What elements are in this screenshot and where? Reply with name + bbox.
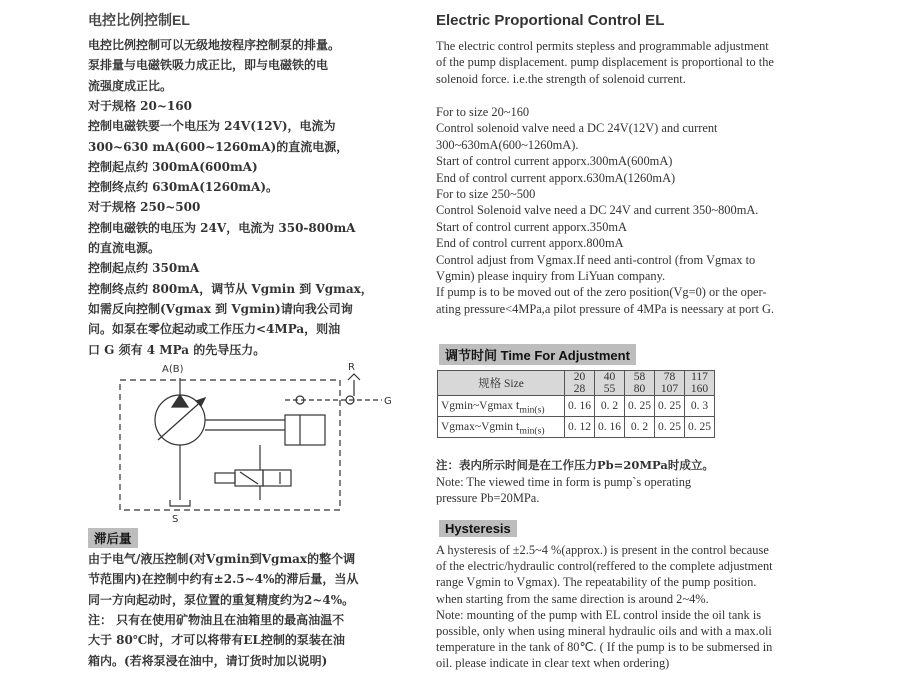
left-hysteresis-title: 滞后量: [88, 528, 138, 548]
table-cell: 0. 25: [625, 396, 655, 417]
table-cell: 0. 16: [565, 396, 595, 417]
port-r-label: R: [348, 362, 355, 373]
text-line: pressure Pb=20MPa.: [436, 491, 540, 506]
text-line: 对于规格 250~500: [88, 200, 201, 215]
row-label: Vgmin~Vgmax $t_{min(s)}$: [438, 396, 565, 417]
text-line: 控制起点约 350mA: [88, 261, 200, 276]
text-line: 箱内。(若将泵浸在油中，请订货时加以说明): [88, 653, 328, 668]
table-header-row: [438, 371, 715, 396]
text-line: temperature in the tank of 80℃. ( If the pump is to be submersed in: [436, 640, 773, 655]
adjustment-table: [437, 370, 715, 438]
text-line: oil. please indicate in clear text when ordering): [436, 656, 670, 671]
text-line: The electric control permits stepless and programmable adjustment: [436, 39, 769, 53]
right-title: Electric Proportional Control EL: [436, 12, 665, 29]
text-line: Vgmin) please inquiry from LiYuan company.: [436, 269, 666, 283]
port-g-label: G: [384, 396, 392, 407]
text-line: A hysteresis of ±2.5~4 %(approx.) is present in the control because: [436, 543, 769, 557]
text-line: 控制终点约 630mA(1260mA)。: [88, 180, 278, 195]
note-cn: 注：表内所示时间是在工作压力Pb=20MPa时成立。: [436, 458, 714, 472]
text-line: Start of control current apporx.350mA: [436, 219, 627, 234]
text-line: 对于规格 20~160: [88, 98, 192, 113]
table-cell: 0. 2: [625, 417, 655, 438]
text-line: End of control current apporx.630mA(1260mA): [436, 170, 676, 185]
table-cell: 0. 12: [565, 417, 595, 438]
text-line: 300~630 mA(600~1260mA)的直流电源，: [88, 139, 349, 154]
text-line: 的直流电源。: [88, 241, 161, 255]
text-line: 同一方向起动时，泵位置的重复精度约为2~4%。: [88, 592, 355, 607]
hydraulic-schematic: [110, 360, 400, 530]
text-line: range Vgmin to Vgmax). The repeatability of the pump position.: [436, 575, 757, 590]
size-cell: 20 28: [565, 371, 595, 396]
text-line: For to size 20~160: [436, 105, 530, 119]
table-row: [438, 396, 715, 417]
text-line: 大于 80℃时，才可以将带有EL控制的泵装在油: [88, 633, 345, 648]
text-line: 节范围内)在控制中约有±2.5~4%的滞后量，当从: [88, 572, 359, 587]
text-line: Note: mounting of the pump with EL control inside the oil tank is: [436, 607, 762, 622]
text-line: when starting from the same direction is around 2~4%.: [436, 591, 709, 606]
text-line: 由于电气/液压控制(对Vgmin到Vgmax的整个调: [88, 552, 356, 566]
size-cell: 40 55: [595, 371, 625, 396]
size-cell: 58 80: [625, 371, 655, 396]
table-cell: 0. 25: [655, 417, 685, 438]
right-hysteresis-title: Hysteresis: [439, 520, 517, 537]
text-line: 流强度成正比。: [88, 78, 173, 93]
text-line: of the electric/hydraulic control(reffered to the complete adjustment: [436, 559, 773, 574]
size-label-cell: 规格 Size: [438, 371, 565, 396]
table-cell: 0. 16: [595, 417, 625, 438]
size-cell: 117 160: [685, 371, 715, 396]
row-label: Vgmax~Vgmin $t_{min(s)}$: [438, 417, 565, 438]
text-line: 控制起点约 300mA(600mA): [88, 159, 258, 174]
text-line: ating pressure<4MPa,a pilot pressure of 4MPa is neessary at port G.: [436, 301, 775, 316]
left-title: 电控比例控制EL: [88, 12, 190, 28]
text-line: 控制电磁铁要一个电压为 24V(12V)，电流为: [88, 119, 336, 134]
text-line: End of control current apporx.800mA: [436, 236, 624, 251]
text-line: 如需反向控制(Vgmax 到 Vgmin)请向我公司询: [88, 301, 353, 316]
text-line: solenoid force. i.e.the strength of solenoid current.: [436, 71, 686, 86]
text-line: Control solenoid valve need a DC 24V(12V) and current: [436, 121, 718, 136]
table-cell: 0. 3: [685, 396, 715, 417]
table-cell: 0. 25: [685, 417, 715, 438]
text-line: 泵排量与电磁铁吸力成正比，即与电磁铁的电: [88, 58, 329, 73]
text-line: 电控比例控制可以无级地按程序控制泵的排量。: [88, 38, 341, 52]
text-line: of the pump displacement. pump displacement is proportional to the: [436, 55, 774, 70]
text-line: If pump is to be moved out of the zero position(Vg=0) or the oper-: [436, 285, 767, 300]
port-s-label: S: [172, 514, 179, 525]
port-a-label: A(B): [162, 364, 184, 375]
text-line: 控制终点约 800mA，调节从 Vgmin 到 Vgmax，: [88, 281, 373, 296]
text-line: For to size 250~500: [436, 187, 536, 201]
table-cell: 0. 25: [655, 396, 685, 417]
adjust-title: 调节时间 Time For Adjustment: [439, 344, 636, 365]
text-line: possible, only when using mineral hydraulic oils and with a max.oli: [436, 624, 772, 638]
text-line: Note: The viewed time in form is pump`s operating: [436, 475, 692, 489]
text-line: Control adjust from Vgmax.If need anti-control (from Vgmax to: [436, 252, 756, 267]
text-line: Start of control current apporx.300mA(600mA): [436, 154, 673, 169]
text-line: Control Solenoid valve need a DC 24V and current 350~800mA.: [436, 203, 759, 218]
text-line: 注： 只有在使用矿物油且在油箱里的最高油温不: [88, 612, 345, 627]
text-line: 问。如泵在零位起动或工作压力<4MPa，则油: [88, 322, 341, 337]
text-line: 300~630mA(600~1260mA).: [436, 137, 579, 152]
text-line: 控制电磁铁的电压为 24V，电流为 350-800mA: [88, 220, 356, 235]
text-line: 口 G 须有 4 MPa 的先导压力。: [88, 342, 266, 357]
table-row: [438, 417, 715, 438]
size-cell: 78 107: [655, 371, 685, 396]
table-cell: 0. 2: [595, 396, 625, 417]
